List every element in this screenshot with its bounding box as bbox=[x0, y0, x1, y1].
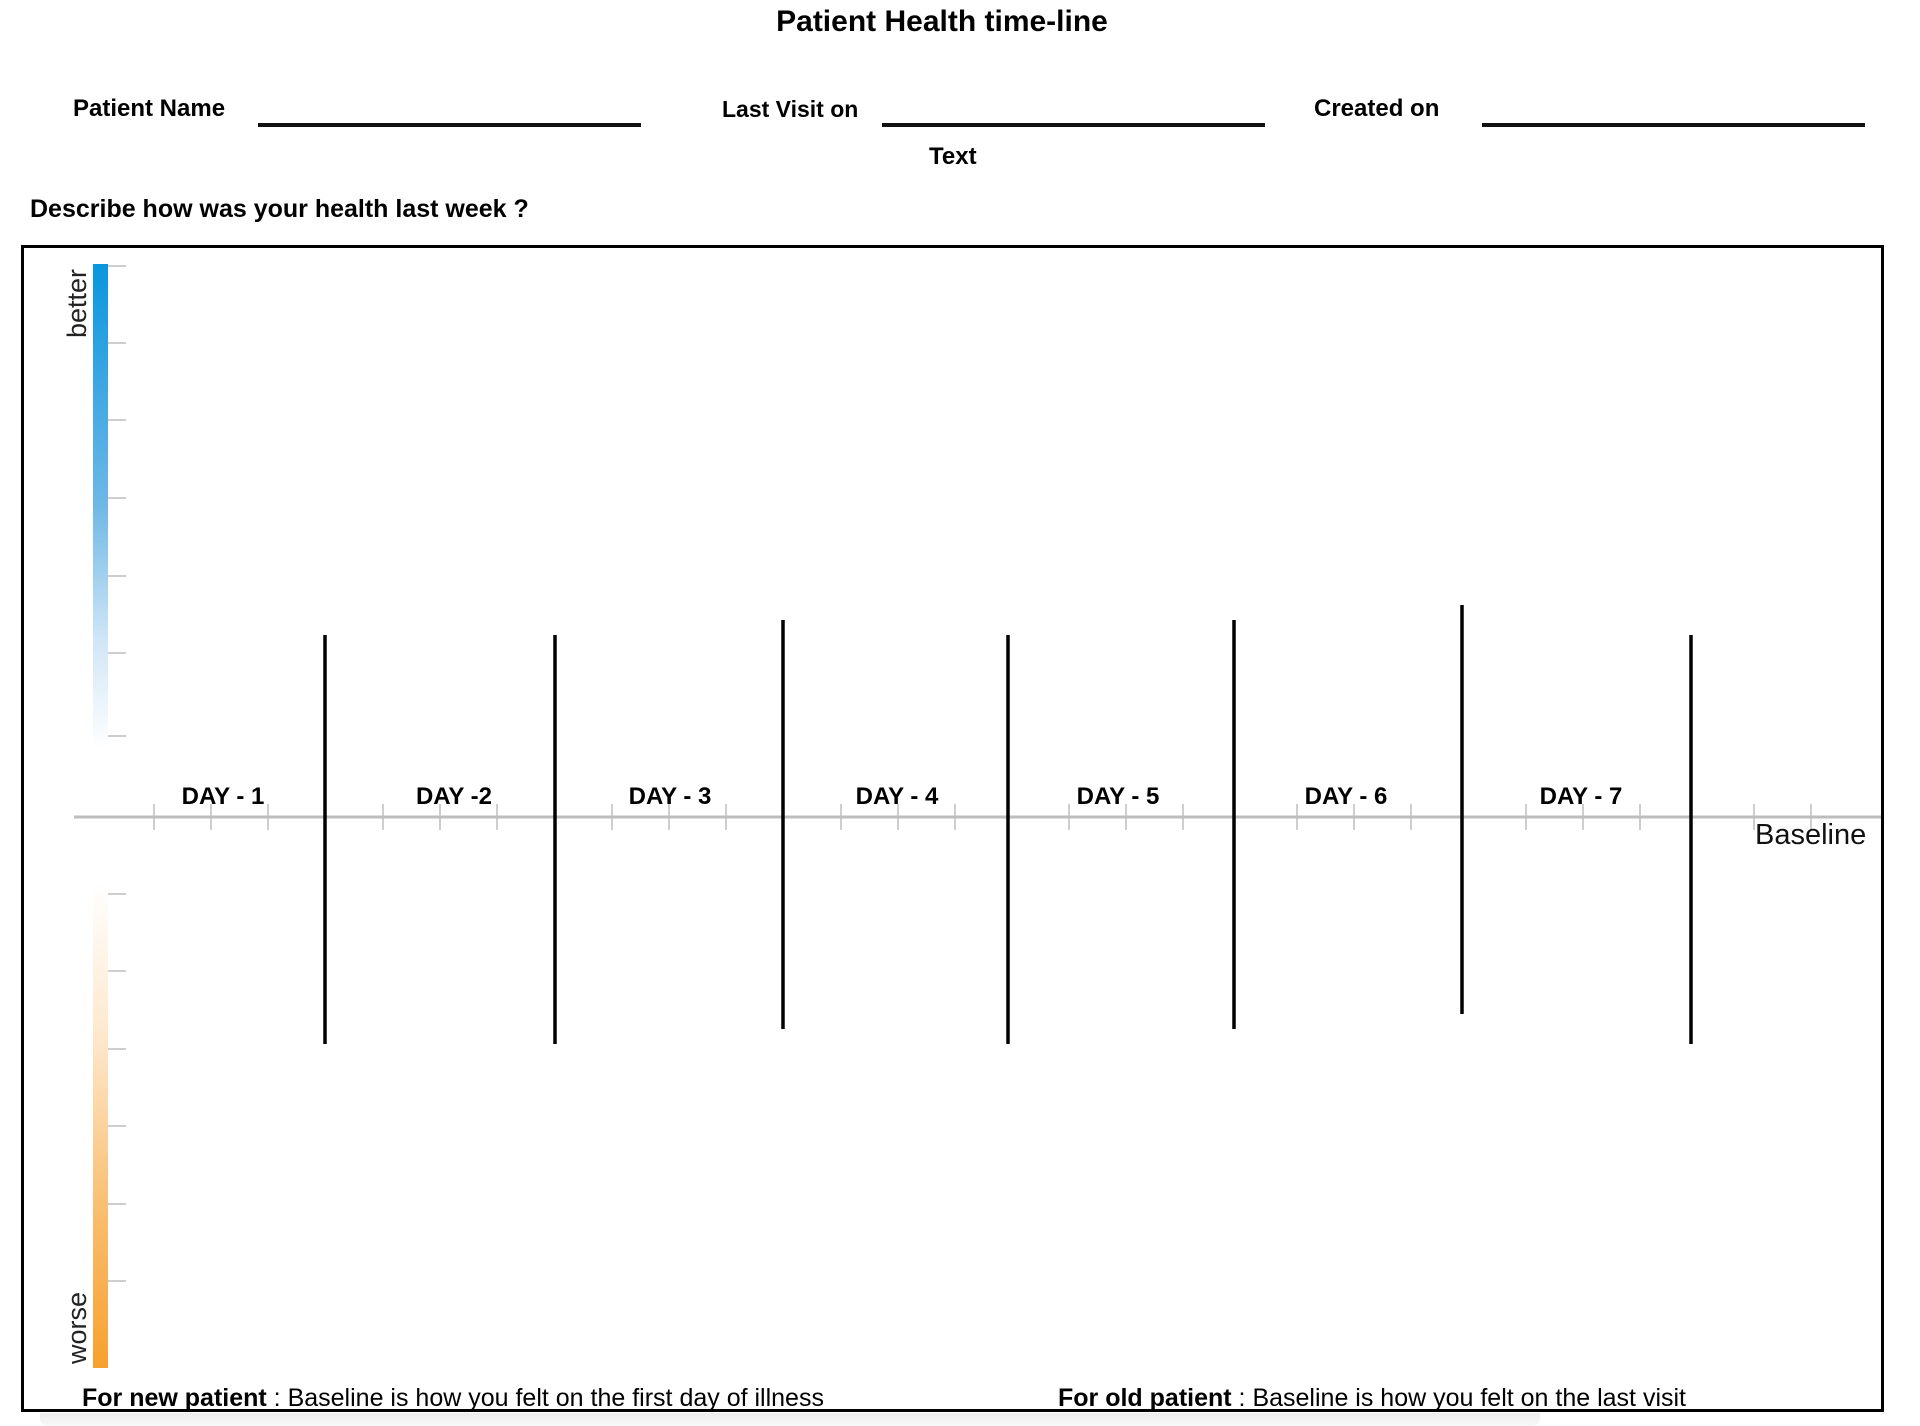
new-patient-text: : Baseline is how you felt on the first day of illness bbox=[266, 1384, 824, 1412]
day-label: DAY - 1 bbox=[181, 783, 265, 810]
day-label: DAY - 5 bbox=[1076, 783, 1160, 810]
created-on-label: Created on bbox=[1314, 95, 1440, 122]
day-label: DAY -2 bbox=[415, 783, 493, 810]
baseline-label: Baseline bbox=[1755, 819, 1867, 851]
day-labels bbox=[182, 783, 1623, 810]
old-patient-note bbox=[1058, 1383, 1686, 1413]
health-question: Describe how was your health last week ? bbox=[30, 195, 529, 223]
new-patient-bold: For new patient bbox=[82, 1384, 267, 1412]
created-on-field[interactable] bbox=[1482, 123, 1865, 127]
day-label: DAY - 7 bbox=[1539, 783, 1623, 810]
worse-label: worse bbox=[62, 1291, 92, 1364]
last-visit-field[interactable] bbox=[882, 123, 1265, 127]
timeline-chart bbox=[24, 248, 1881, 1409]
last-visit-label: Last Visit on bbox=[722, 96, 859, 122]
day-label: DAY - 3 bbox=[628, 783, 712, 810]
timeline-frame bbox=[21, 245, 1884, 1412]
page-title: Patient Health time-line bbox=[776, 5, 1108, 38]
old-patient-text: : Baseline is how you felt on the last visit bbox=[1231, 1384, 1687, 1412]
patient-name-label: Patient Name bbox=[73, 95, 226, 122]
day-label: DAY - 4 bbox=[855, 783, 939, 810]
better-label: better bbox=[62, 268, 92, 338]
last-visit-hint: Text bbox=[929, 143, 977, 170]
day-dividers bbox=[325, 605, 1691, 1044]
old-patient-bold: For old patient bbox=[1058, 1384, 1232, 1412]
scale-ticks bbox=[108, 266, 126, 1281]
new-patient-note bbox=[82, 1383, 824, 1413]
page-shadow bbox=[40, 1413, 1540, 1426]
day-label: DAY - 6 bbox=[1304, 783, 1388, 810]
patient-name-field[interactable] bbox=[258, 123, 641, 127]
